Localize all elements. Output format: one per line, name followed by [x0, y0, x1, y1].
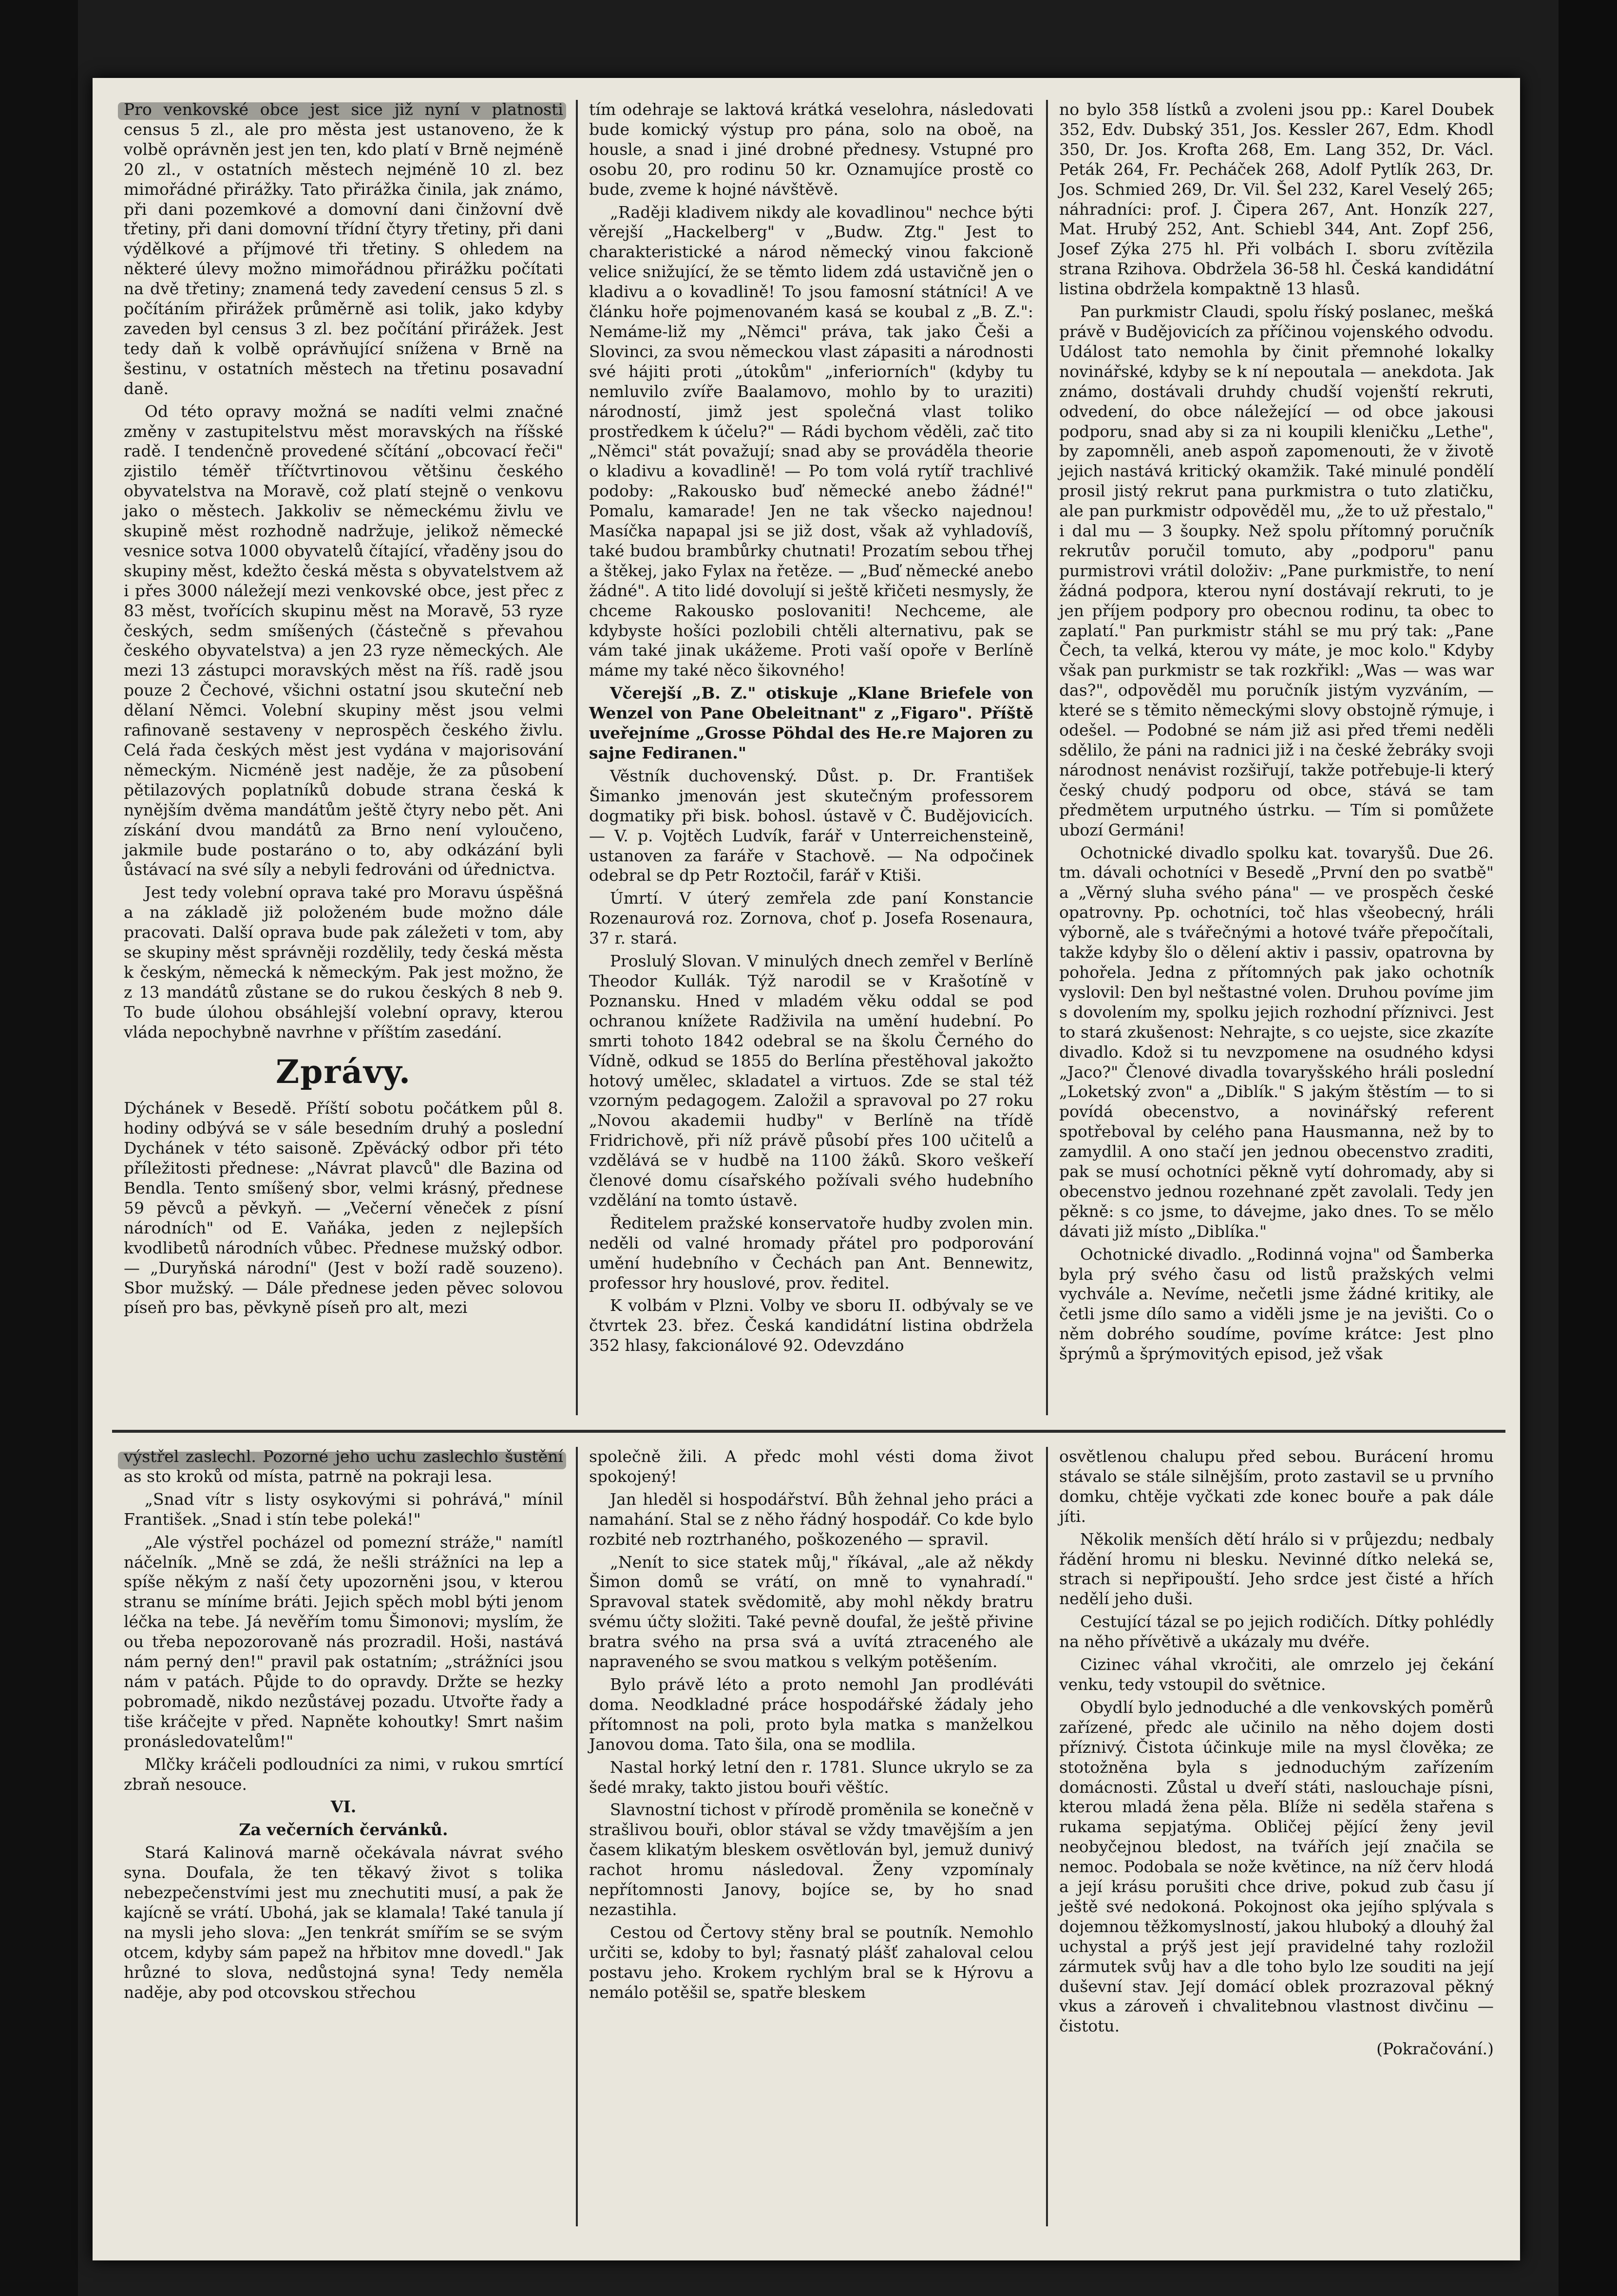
- top-column-3: [1052, 100, 1501, 1415]
- newspaper-page: [93, 78, 1520, 2260]
- scan-border-right: [1559, 0, 1617, 2296]
- paragraph: Úmrtí. V úterý zemřela zde paní Konstancie Rozenaurová roz. Zornova, choť p. Josefa Rosenaura, 37 r. stará.: [589, 889, 1033, 948]
- paragraph: Několik menších dětí hrálo si v průjezdu; nedbaly řádění hromu ni blesku. Nevinné dítko neleká se, strach si nepřipouští. Jeho srdce jest čisté a hřích nedělí jeho duši.: [1059, 1529, 1494, 1609]
- bottom-column-1: [117, 1447, 570, 2226]
- top-column-1: [117, 100, 570, 1415]
- paragraph: Za večerních červánků.: [239, 1820, 448, 1840]
- paragraph: Pro venkovské obce jest sice již nyní v platnosti census 5 zl., ale pro města jest ustanoveno, že k volbě oprávněn jest jen ten, kdo platí v Brně nejméně 20 zl., v ostatních městech nejméně 10 zl. bez mimořádné přirážky. Tato přirážka činila, jak známo, při dani pozemkové a domovní dani činžovní dvě třetiny, při dani domovní třídní čtyry třetiny, při dani výdělkové a příjmové tři třetiny. S ohledem na některé úlevy možno mimořádnou přirážku počítati na dvě třetiny; znamená tedy zavedení census 5 zl. s počítáním přirážek průměrně asi tolik, jako kdyby zaveden byl census 3 zl. bez počítání přirážek. Jest tedy daň k volbě oprávňující snížena v Brně na šestinu, v ostatních městech na třetinu posavadní daně.: [124, 100, 563, 398]
- section-divider: [112, 1430, 1505, 1433]
- paragraph: VI.: [330, 1797, 357, 1817]
- paragraph: „Nenít to sice statek můj," říkával, „ale až někdy Šimon domů se vrátí, on mně to vynahradí." Spravoval statek svědomitě, aby mohl někdy bratru svému účty složiti. Také pevně doufal, že ještě přivine bratra svého na prsa svá a uvítá ztraceného ale napraveného se svou matkou s velkým potěšením.: [589, 1552, 1033, 1671]
- paragraph: Ochotnické divadlo spolku kat. tovaryšů. Due 26. tm. dávali ochotníci v Besedě „První den po svatbě" a „Věrný sluha svého pána" — ve prospěch české opatrovny. Pp. ochotníci, toč hlas všeobecný, hráli výborně, ale s tvářečnými a hotové tváře přepočítali, takže kdyby šlo o dělení aktiv i passiv, opatrovna by pohořela. Jedna z přítomných pak jako ochotník vyslovil: Den byl neštastné volen. Druhou povíme jim s dovolením my, spolku jejich rozhodní příznivci. Jest to stará zkušenost: Nehrajte, s co uejste, sice zkazíte divadlo. Kdož si tu nevzpomene na osudného kdysi „Jaco?" Členové divadla tovaryšského hráli poslední „Loketský zvon" a „Diblík." S jakým štěstím — to si povídá obecenstvo, a novinářský referent spotřeboval by celého pana Hausmanna, než by to zamydlil. A ono stačí jen jednou obecenstvo zraditi, pak se musí ochotníci pěkně vytí dohromady, aby si obecenstvo jednou rozehnané zpět zavolali. Tedy jen pěkně: s co jsme, to dávejme, jako dnes. To se mělo dávati již místo „Diblíka.": [1059, 843, 1494, 1241]
- paragraph: Od této opravy možná se nadíti velmi značné změny v zastupitelstvu měst moravských na říšské radě. I tendenčně provedené sčítání „obcovací řeči" zjistilo téměř tříčtvrtinovou většinu českého obyvatelstva na Moravě, což platí stejně o venkovu jako o městech. Jakkoliv se německému živlu ve skupině měst rozhodně nadržuje, jelikož německé vesnice sotva 1000 obyvatelů čítající, vřaděny jsou do skupiny měst, kdežto česká města s obyvatelstvem až i přes 3000 náležejí mezi venkovské obce, jest přec z 83 měst, tvořících skupinu měst na Moravě, 53 ryze českých, sedm smíšených (částečně s převahou českého obyvatelstva) a jen 23 ryze německých. Ale mezi 13 zástupci moravských měst na říš. radě jsou pouze 2 Čechové, všichni ostatní jsou skuteční neb dělaní Němci. Volební skupiny měst jsou velmi rafinovaně sestaveny v neprospěch českého živlu. Celá řada českých měst jest vydána v majorisování německým. Nicméně jest naděje, že za působení pětilazových poplatníků dobude strana česká k nynějším dvěma mandátům ještě čtyry nebo pět. Ani získání dvou mandátů za Brno není vyloučeno, jakmile bude postaráno o to, aby odkázání byli ůstávací na své síly a nebyli fedrováni od úřednictva.: [124, 401, 563, 879]
- paragraph: Věstník duchovenský. Důst. p. Dr. František Šimanko jmenován jest skutečným professorem dogmatiky při bisk. bohosl. ústavě v Č. Budějovicích. — V. p. Vojtěch Ludvík, farář v Unterreichensteině, ustanoven za faráře v Stachově. — Na odpočinek odebral se dp Petr Roztočil, farář v Ktiši.: [589, 766, 1033, 885]
- paragraph: „Ale výstřel pocházel od pomezní stráže," namítl náčelník. „Mně se zdá, že nešli strážníci na lep a spíše někým z naší čety upozorněni jsou, v kterou stranu se míníme bráti. Jejich spěch mobl býti jenom léčka na tebe. Já nevěřím tomu Šimonovi; myslím, že ou třeba nepozorovaně nás prozradil. Hoši, nastává nám perný den!" pravil pak ostatním; „strážníci jsou nám v patách. Půjde to do opravdy. Držte se hezky pobromadě, nikdo nezůstávej pozadu. Utvořte řady a tiše kráčejte v před. Napněte kohoutky! Smrt našim pronásledovatelům!": [124, 1532, 563, 1751]
- ink-highlight: [118, 102, 566, 120]
- paragraph: (Pokračování.): [1376, 2039, 1494, 2059]
- paragraph: výstřel zaslechl. Pozorné jeho uchu zaslechlo šustění as sto kroků od místa, patrně na pokraji lesa.: [124, 1447, 563, 1486]
- paragraph: Ředitelem pražské konservatoře hudby zvolen min. neděli od valné hromady přátel pro podporování umění hudebního v Čechách pan Ant. Bennewitz, professor hry houslové, prov. ředitel.: [589, 1213, 1033, 1292]
- paragraph: společně žili. A předc mohl vésti doma život spokojený!: [589, 1447, 1033, 1486]
- column-rule: [576, 1447, 578, 2226]
- bottom-column-2: [582, 1447, 1040, 2226]
- paragraph: Proslulý Slovan. V minulých dnech zemřel v Berlíně Theodor Kullák. Týž narodil se v Krašotíně v Poznansku. Hned v mladém věku oddal se pod ochranou knížete Radživila na umění hudební. Po smrti tohoto 1842 odebral se na školu Černého do Vídně, odkud se 1855 do Berlína přestěhoval jakožto hotový umělec, skladatel a virtuos. Zde se stal též vzorným pedagogem. Založil a spravoval po 27 roku „Novou akademii hudby" v Berlíně na třídě Fridrichově, při níž právě působí přes 100 učitelů a vzdělává se v hudbě na 1100 žáků. Skoro veškeří členové domu císařského požívali svého hudebního vzdělání na tomto ústavě.: [589, 951, 1033, 1210]
- paragraph: tím odehraje se laktová krátká veselohra, následovati bude komický výstup pro pána, solo na oboě, na housle, a snad i jiné drobné přednesy. Vstupné pro osobu 20, pro rodinu 50 kr. Oznamujíce prostě co bude, zveme k hojné návštěvě.: [589, 100, 1033, 199]
- ink-highlight: [118, 1452, 566, 1469]
- paragraph: Dýchánek v Besedě. Příští sobotu počátkem půl 8. hodiny odbývá se v sále besedním druhý a poslední Dychánek v této saisoně. Zpěvácký odbor při této příležitosti přednese: „Návrat plavců" dle Bazina od Bendla. Tento smíšený sbor, velmi krásný, přednese 59 pěvců a pěvkyň. — „Večerní věneček z písní národních" od E. Vaňáka, jeden z nejlepších kvodlibetů národních vůbec. Přednese mužský odbor. — „Duryňská národní" (Jest v boží radě souzeno). Sbor mužský. — Dále přednese jeden pěvec solovou píseň pro bas, pěvkyně píseň pro alt, mezi: [124, 1099, 563, 1317]
- paragraph: Slavnostní tichost v přírodě proměnila se konečně v strašlivou bouři, oblor stával se vždy tmavějším a jen časem klikatým bleskem osvětlován byl, jemuž dunivý rachot hromu následoval. Ženy vzpomínaly nepřítomnosti Janovy, bojíce se, by ho snad nezastihla.: [589, 1800, 1033, 1919]
- paragraph: Jan hleděl si hospodářství. Bůh žehnal jeho práci a namahání. Stal se z něho řádný hospodář. Co kde bylo rozbité neb roztrhaného, poškozeného — spravil.: [589, 1489, 1033, 1549]
- paragraph: „Snad vítr s listy osykovými si pohrává," mínil František. „Snad i stín tebe poleká!": [124, 1489, 563, 1529]
- paragraph: Mlčky kráčeli podloudníci za nimi, v rukou smrtící zbraň nesouce.: [124, 1754, 563, 1794]
- paragraph: Cestou od Čertovy stěny bral se poutník. Nemohlo určiti se, kdoby to byl; řasnatý plášť zahaloval celou postavu jeho. Krokem rychlým bral se k Hýrovu a nemálo potěšil se, spatře bleskem: [589, 1922, 1033, 2002]
- paragraph: Včerejší „B. Z." otiskuje „Klane Briefele von Wenzel von Pane Obeleitnant" z „Figaro". Příště uveřejníme „Grosse Pöhdal des He.re Majoren zu sajne Fediranen.": [589, 683, 1033, 762]
- paragraph: osvětlenou chalupu před sebou. Burácení hromu stávalo se stále silnějším, proto zastavil se u prvního domku, chtěje vyčkati zde konec bouře a pak dále jíti.: [1059, 1447, 1494, 1526]
- paragraph: Nastal horký letní den r. 1781. Slunce ukrylo se za šedé mraky, takto jistou bouři věštíc.: [589, 1757, 1033, 1797]
- paragraph: Stará Kalinová marně očekávala návrat svého syna. Doufala, že ten těkavý život s tolika nebezpečenstvími jest mu znechutiti musí, a pak že kajícně se vrátí. Ubohá, jak se klamala! Také tanula jí na mysli jeho slova: „Jen tenkrát smířím se se svým otcem, kdyby sám papež na hřbitov mne dovedl." Jak hrůzné to slova, nedůstojná syna! Tedy neměla naděje, aby pod otcovskou střechou: [124, 1843, 563, 2002]
- paragraph: K volbám v Plzni. Volby ve sboru II. odbývaly se ve čtvrtek 23. břez. Česká kandidátní listina obdržela 352 hlasy, fakcionálové 92. Odevzdáno: [589, 1296, 1033, 1355]
- paragraph: „Raději kladivem nikdy ale kovadlinou" nechce býti věrejší „Hackelberg" v „Budw. Ztg." Jest to charakteristické a národ německý vinou fakcioně velice snižující, že se těmto lidem zdá ustavičně jen o kladivu a o kovadlině! To jsou famosní státníci! A ve článku hoře pojmenovaném kasá se koubal z „B. Z.": Nemáme-liž my „Němci" práva, tak jako Češi a Slovinci, za svou německou vlast zápasiti a národnosti své hájiti proti „útokům" „inferiorních" (kdyby tu nemluvilo zvíře Baalamovo, mohlo by to uraziti) národností, jimž jest společná vlast toliko prostředkem k účelu?" — Rádi bychom věděli, zač tito „Němci" stát považují; snad aby se prováděla theorie o kladivu a kovadlině! — Po tom volá rytíř trachlivé podoby: „Rakousko buď německé anebo žádné!" Pomalu, kamarade! Jen ne tak všecko najednou! Masíčka napapal jsi se již dost, však až vyhladovíš, také budou brambůrky chutnati! Prozatím sebou třhej a štěkej, jako Fylax na řetěze. — „Buď německé anebo žádné". A tito lidé dovolují si ještě křičeti nesmysly, že chceme Rakousko poslovaniti! Nechceme, ale kdybyste hošíci pozlobili chtěli alternativu, pak se vám také jinak ukážeme. Proti vaší opoře v Berlíně máme my také něco šikovného!: [589, 202, 1033, 680]
- paragraph: Ochotnické divadlo. „Rodinná vojna" od Šamberka byla prý svého času od listů pražských velmi vychvále a. Nevíme, nečetli jsme žádné kritiky, ale četli jsme dílo samo a viděli jsme je na jevišti. Co o něm dobrého soudíme, povíme krátce: Jest plno šprýmů a šprýmovitých episod, jež však: [1059, 1244, 1494, 1364]
- paragraph: Cizinec váhal vkročiti, ale omrzelo jej čekání venku, tedy vstoupil do světnice.: [1059, 1655, 1494, 1694]
- bottom-column-3: [1052, 1447, 1501, 2226]
- column-rule: [576, 100, 578, 1415]
- top-column-2: [582, 100, 1040, 1415]
- section-heading-zpravy: Zprávy.: [276, 1052, 411, 1091]
- scan-border-left: [0, 0, 78, 2296]
- column-rule: [1046, 1447, 1048, 2226]
- paragraph: Bylo právě léto a proto nemohl Jan prodléváti doma. Neodkladné práce hospodářské žádaly jeho přítomnost na poli, proto byla matka s manželkou Janovou doma. Tato šila, ona se modlila.: [589, 1674, 1033, 1754]
- column-rule: [1046, 100, 1048, 1415]
- paragraph: no bylo 358 lístků a zvoleni jsou pp.: Karel Doubek 352, Edv. Dubský 351, Jos. Kessler 267, Edm. Khodl 350, Dr. Jos. Krofta 268, Em. Lang 352, Dr. Václ. Peták 264, Fr. Pecháček 268, Adolf Pytlík 263, Dr. Jos. Schmied 269, Dr. Vil. Šel 232, Karel Veselý 265; náhradníci: prof. J. Čipera 267, Ant. Honzík 227, Mat. Hrubý 252, Ant. Schiebl 344, Ant. Zopf 256, Josef Zýka 275 hl. Při volbách I. sboru zvítězila strana Rzihova. Obdržela 36-58 hl. Česká kandidátní listina obdržela kompaktně 13 hlasů.: [1059, 100, 1494, 299]
- paragraph: Jest tedy volební oprava také pro Moravu úspěšná a na základě již položeném bude možno dále pracovati. Další oprava bude pak záležeti v tom, aby se skupiny měst správněji rozdělily, tedy česká města k českým, německá k německým. Pak jest možno, že z 13 mandátů zůstane se do rukou českých 8 neb 9. To bude úlohou obsáhlejší volební opravy, kterou vláda nepochybně navrhne v příštím zasedání.: [124, 883, 563, 1042]
- paragraph: Pan purkmistr Claudi, spolu říský poslanec, mešká právě v Budějovicích za příčinou vojenského odvodu. Událost tato nemohla by činit přemnohé lokalky novinářské, kdyby se k ní nepoutala — anekdota. Jak známo, dostávali druhdy chudší vojenští rekruti, odvedení, do obce náležející — od obce jakousi podporu, snad aby si za ni koupili kleničku „Lethe", by zapomněli, aneb aspoň zapomenouti, že v životě jejich nastává kritický okamžik. Také minulé pondělí prosil jistý rekrut pana purkmistra o tuto zlatičku, ale pan purkmistr odpověděl mu, „že to už přestalo," i dal mu — 3 šoupky. Než spolu přítomný poručník rekrutův poručil tomuto, aby „podporu" panu purmistrovi vrátil doloživ: „Pane purkmistře, to není žádná podpora, kterou nyní dostávají rekruti, to je jen příjem podpory pro obecnou rodinu, ta obec to zaplatí." Pan purkmistr stáhl se mu prý tak: „Pane Čech, ta velká, kterou vy máte, je moc kolo." Kdyby však pan purkmistr se tak rozkřikl: „Was — was war das?", odpověděl mu poručník jistým vyzváním, — které se s těmito německými slovy obstojně rýmuje, i odešel. — Podobné se nám již asi před třemi neděli sdělilo, že páni na radnici již i na české žebráky svoji národnost nenávist rozšiřují, takže potřebuje-li který český chudý podporu od obce, stává se tam předmětem urputného ústrku. — Tím si pomůžete ubozí Germáni!: [1059, 302, 1494, 839]
- paragraph: Obydlí bylo jednoduché a dle venkovských poměrů zařízené, předc ale učinilo na něho dojem dosti příznivý. Čistota účinkuje mile na mysl člověka; ze stotožněna byla s jednoduchým zařízením domácnosti. Zůstal u dveří státi, naslouchaje písni, kterou mladá žena pěla. Blíže ni seděla stařena s rukama sepjatýma. Obličej pějící ženy jevil neobyčejnou bledost, na tvářích její značila se nemoc. Podobala se nože květince, na níž červ hlodá a její krásu porušiti chce drive, pokud zub času jí ještě své nedokoná. Pokojnost oka jejího splývala s dojemnou těžkomyslností, jakou hluboký a dlouhý žal uchystal a prýš jest její pravidelné tahy rozložil zármutek svůj hav a dle toho bylo lze souditi na její duševní stav. Její domácí oblek prozrazoval pěkný vkus a zároveň i chvalitebnou vlastnost divčinu — čistotu.: [1059, 1697, 1494, 2036]
- paragraph: Cestující tázal se po jejich rodičích. Dítky pohlédly na něho přívětivě a ukázaly mu dvéře.: [1059, 1612, 1494, 1651]
